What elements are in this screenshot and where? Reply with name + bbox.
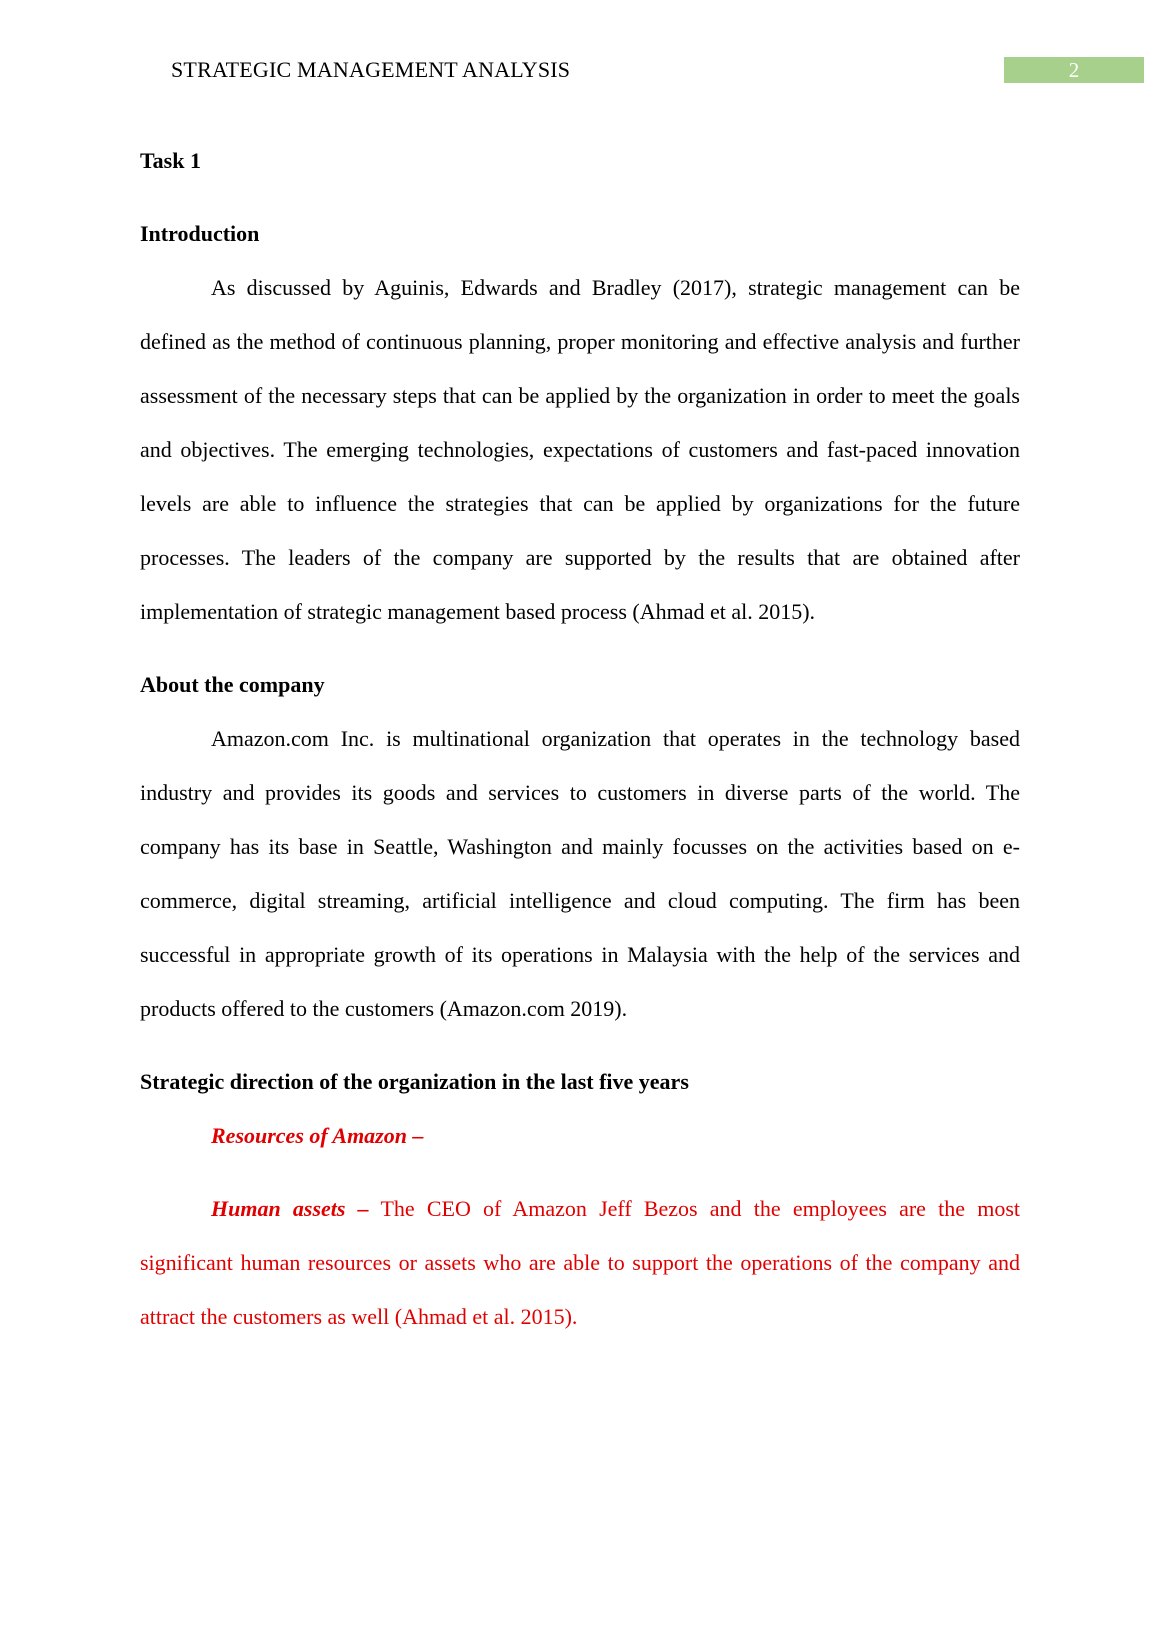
document-body [140, 134, 1020, 1344]
about-company-heading: About the company [140, 672, 325, 697]
resources-subheading: Resources of Amazon – [211, 1123, 424, 1148]
running-head-title: STRATEGIC MANAGEMENT ANALYSIS [171, 57, 571, 82]
introduction-heading: Introduction [140, 221, 260, 246]
page-number: 2 [1004, 57, 1144, 83]
human-assets-paragraph [140, 1182, 1020, 1344]
strategic-direction-heading: Strategic direction of the organization in the last five years [140, 1069, 689, 1094]
introduction-paragraph: As discussed by Aguinis, Edwards and Bradley (2017), strategic management can be defined as the method of continuous planning, proper monitoring and effective analysis and further assessment of the necessary steps that can be applied by the organization in order to meet the goals and objectives. The emerging technologies, expectations of customers and fast-paced innovation levels are able to influence the strategies that can be applied by organizations for the future processes. The leaders of the company are supported by the results that are obtained after implementation of strategic management based process (Ahmad et al. 2015). [140, 275, 1020, 624]
about-company-paragraph: Amazon.com Inc. is multinational organization that operates in the technology based industry and provides its goods and services to customers in diverse parts of the world. The company has its base in Seattle, Washington and mainly focusses on the activities based on e-commerce, digital streaming, artificial intelligence and cloud computing. The firm has been successful in appropriate growth of its operations in Malaysia with the help of the services and products offered to the customers (Amazon.com 2019). [140, 726, 1020, 1021]
human-assets-label: Human assets – [211, 1196, 369, 1221]
task-heading: Task 1 [140, 148, 201, 173]
human-assets-text: The CEO of Amazon Jeff Bezos and the employees are the most significant human resources or assets who are able to support the operations of the company and attract the customers as well (Ahmad et al. 2015). [140, 1196, 1020, 1329]
